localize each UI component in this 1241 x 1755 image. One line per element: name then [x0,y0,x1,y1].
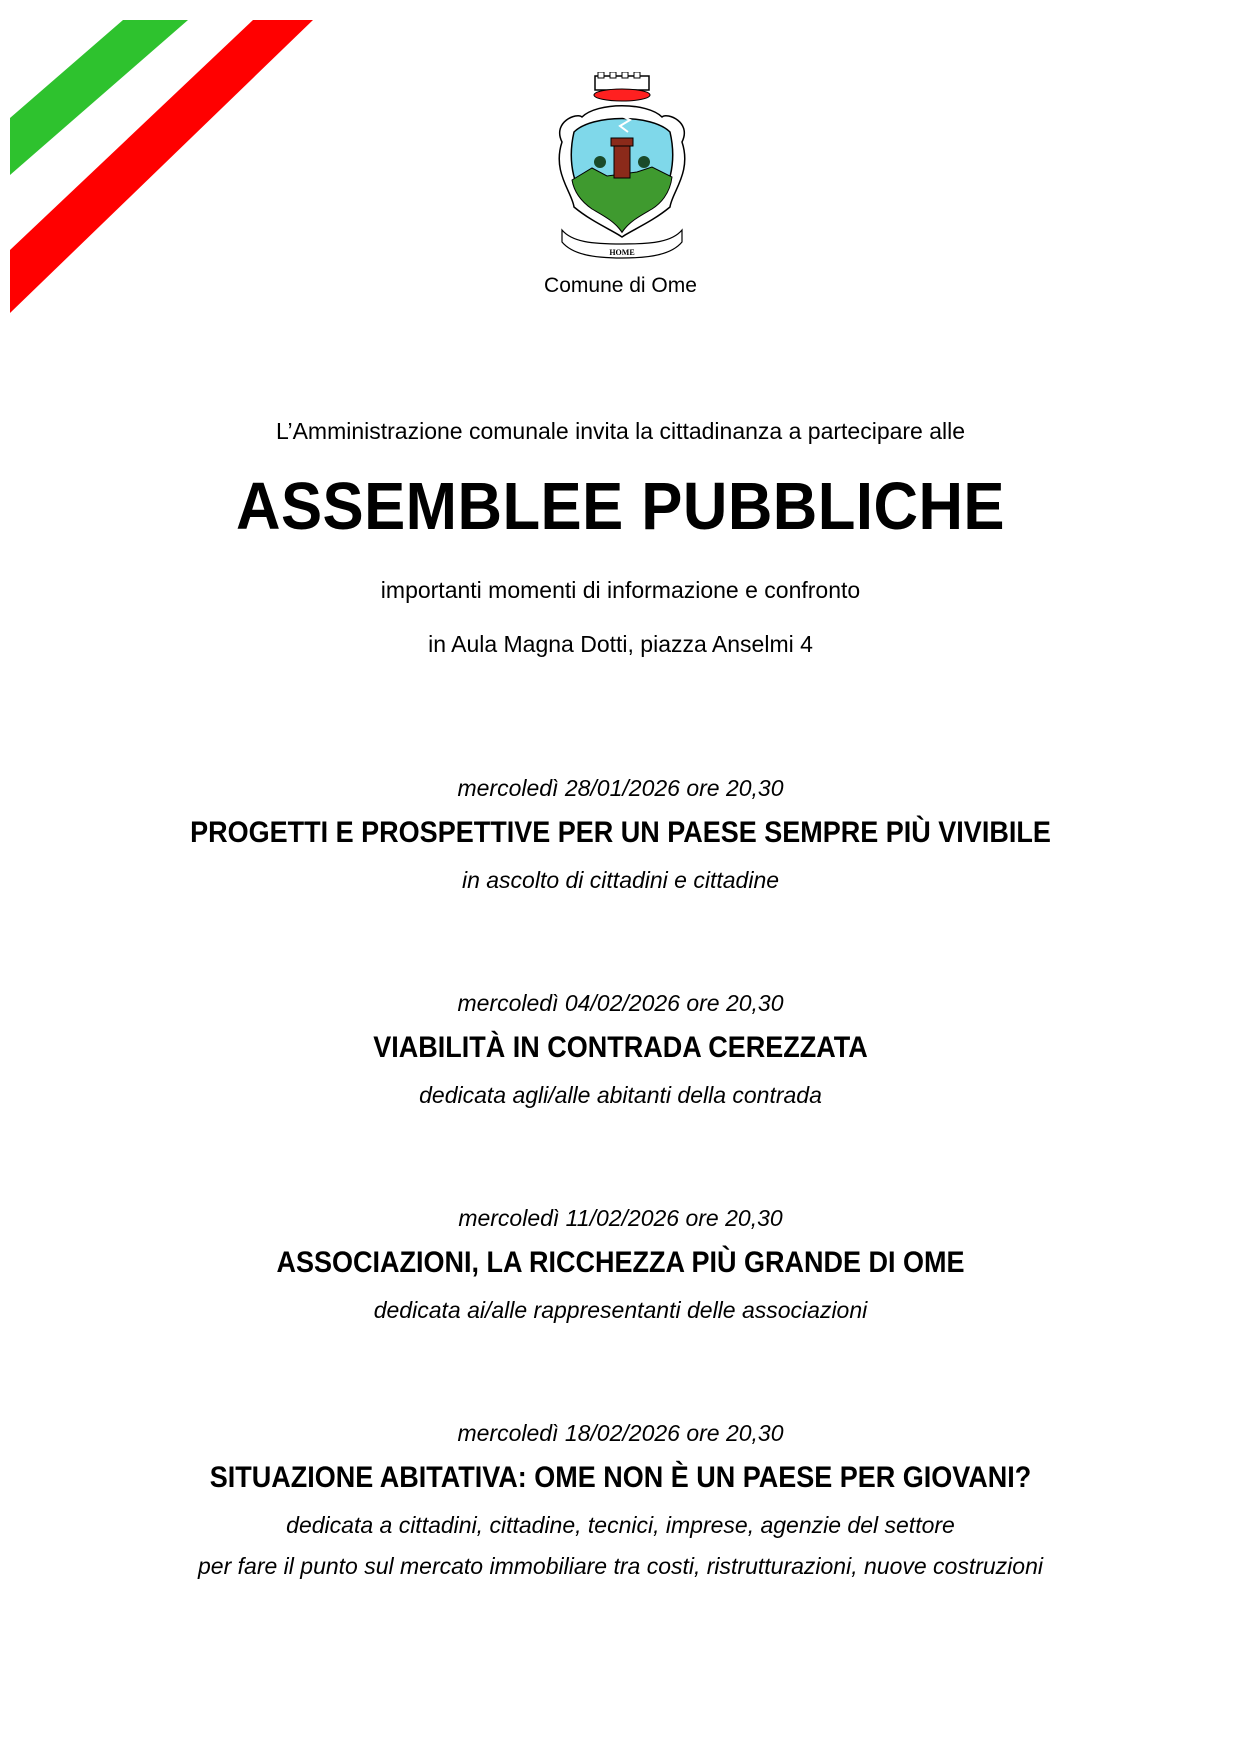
crest-motto: HOME [609,248,635,257]
coat-of-arms-icon [552,72,692,264]
event-description: dedicata a cittadini, cittadine, tecnici, imprese, agenzie del settore [286,1512,955,1538]
event-date: mercoledì 04/02/2026 ore 20,30 [457,990,784,1016]
event-date: mercoledì 18/02/2026 ore 20,30 [457,1420,784,1446]
italian-flag-stripes-icon [8,15,318,315]
invitation-text: L’Amministrazione comunale invita la cittadinanza a partecipare alle [275,418,966,444]
subtitle: importanti momenti di informazione e confronto [380,577,861,603]
event-date: mercoledì 11/02/2026 ore 20,30 [458,1205,783,1231]
event-description: per fare il punto sul mercato immobiliare tra costi, ristrutturazioni, nuove costruzioni [198,1553,1043,1579]
page-title: ASSEMBLEE PUBBLICHE [235,469,1006,544]
red-stripe [10,20,313,313]
event-description: dedicata ai/alle rappresentanti delle associazioni [373,1297,868,1323]
event-description: dedicata agli/alle abitanti della contrada [419,1082,822,1108]
tower-icon [614,144,630,178]
crown-icon [594,72,650,101]
event-title: SITUAZIONE ABITATIVA: OME NON È UN PAESE PER GIOVANI? [209,1461,1032,1494]
location: in Aula Magna Dotti, piazza Anselmi 4 [428,631,813,657]
event-description: in ascolto di cittadini e cittadine [461,867,780,893]
event-date: mercoledì 28/01/2026 ore 20,30 [457,775,784,801]
event-title: VIABILITÀ IN CONTRADA CEREZZATA [373,1031,868,1064]
event-title: ASSOCIAZIONI, LA RICCHEZZA PIÙ GRANDE DI OME [276,1246,965,1279]
event-title: PROGETTI E PROSPETTIVE PER UN PAESE SEMPRE PIÙ VIVIBILE [190,816,1051,849]
municipality-name: Comune di Ome [544,274,697,297]
